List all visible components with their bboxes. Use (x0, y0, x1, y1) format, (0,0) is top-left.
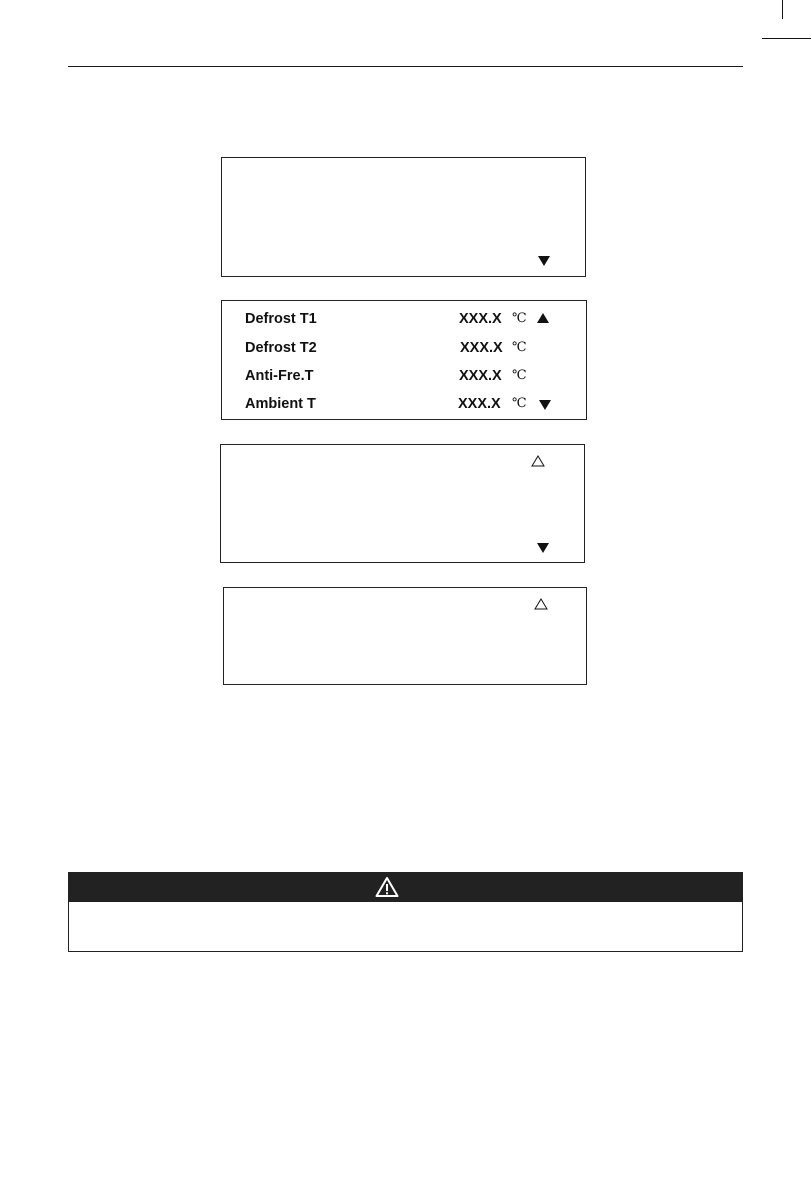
list-item (245, 394, 575, 414)
list-item (245, 309, 575, 329)
lcd-screen-4 (223, 587, 587, 685)
warning-box (68, 872, 743, 952)
parameter-value: XXX.X (458, 396, 501, 412)
list-item (245, 338, 575, 358)
scroll-down-arrow-icon[interactable] (538, 256, 550, 266)
warning-triangle-icon (375, 876, 399, 898)
crop-mark-vertical (782, 0, 783, 19)
parameter-value: XXX.X (459, 311, 502, 327)
scroll-up-arrow-icon[interactable] (537, 313, 549, 323)
parameter-value: XXX.X (460, 340, 503, 356)
lcd-screen-1 (221, 157, 586, 277)
scroll-up-outline-icon[interactable] (534, 598, 548, 610)
unit-label: ℃ (512, 311, 527, 326)
lcd-screen-3 (220, 444, 585, 563)
scroll-down-arrow-icon[interactable] (537, 543, 549, 553)
scroll-up-outline-icon[interactable] (531, 455, 545, 467)
scroll-down-arrow-icon[interactable] (539, 400, 551, 410)
parameter-label: Ambient T (245, 396, 316, 412)
warning-header-bar (68, 872, 743, 902)
crop-mark-horizontal (762, 38, 811, 39)
list-item (245, 366, 575, 386)
parameter-label: Defrost T1 (245, 311, 317, 327)
parameter-label: Defrost T2 (245, 340, 317, 356)
header-rule (68, 66, 743, 67)
unit-label: ℃ (512, 340, 527, 355)
unit-label: ℃ (512, 368, 527, 383)
parameter-value: XXX.X (459, 368, 502, 384)
lcd-screen-2 (221, 300, 587, 420)
parameter-label: Anti-Fre.T (245, 368, 314, 384)
unit-label: ℃ (512, 396, 527, 411)
